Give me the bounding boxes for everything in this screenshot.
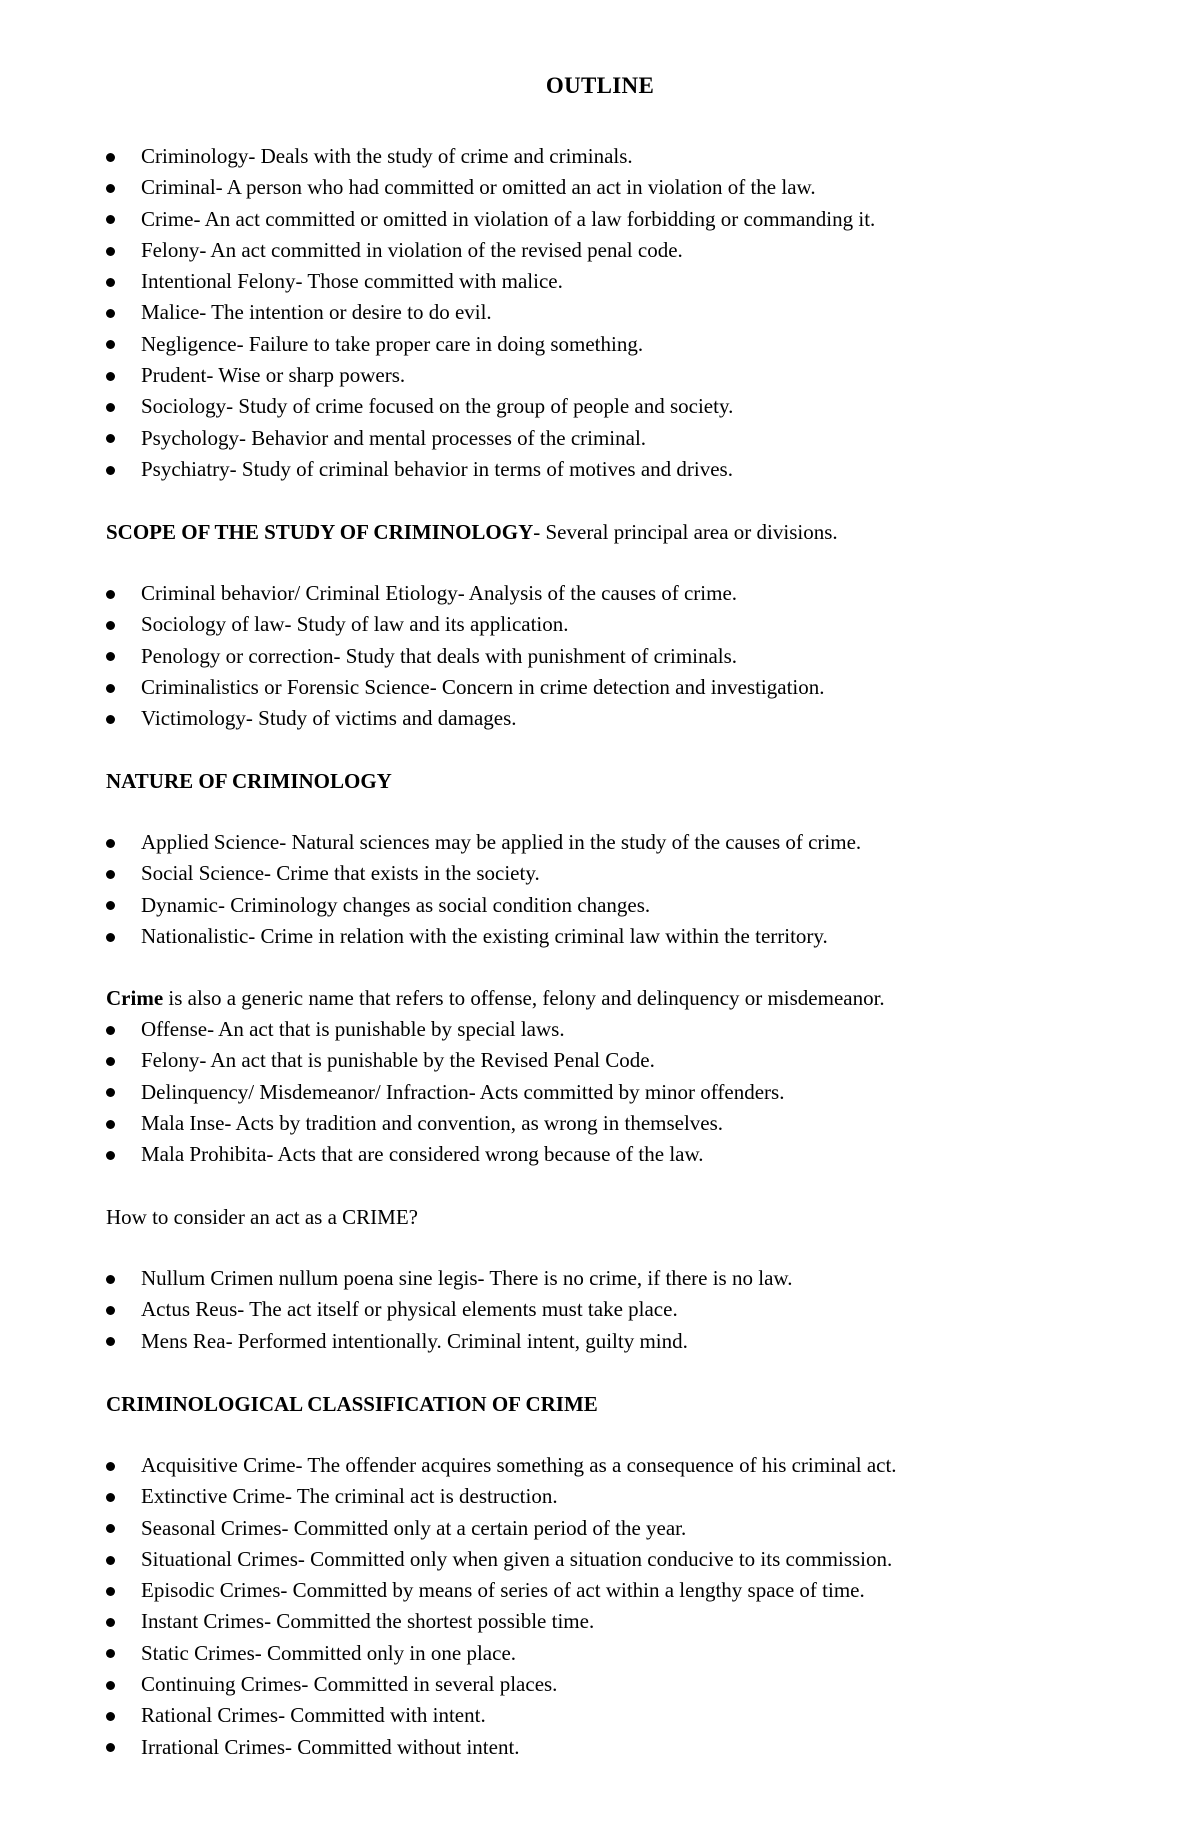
list-item-text: Psychiatry- Study of criminal behavior in terms of motives and drives. <box>141 456 733 481</box>
list-item <box>0 578 1200 609</box>
outline-list <box>0 141 1200 485</box>
list-item-text: Criminalistics or Forensic Science- Concern in crime detection and investigation. <box>141 674 825 699</box>
list-item-text: Extinctive Crime- The criminal act is destruction. <box>141 1484 558 1509</box>
list-item-text: Offense- An act that is punishable by special laws. <box>141 1017 565 1041</box>
bullet-icon <box>106 1649 115 1658</box>
bullet-icon <box>106 590 115 599</box>
bullet-icon <box>106 403 115 412</box>
list-item <box>0 235 1200 266</box>
list-item-text: Social Science- Crime that exists in the society. <box>141 861 540 886</box>
bullet-icon <box>106 1681 115 1690</box>
bullet-icon <box>106 933 115 942</box>
list-item-text: Malice- The intention or desire to do evil. <box>141 300 492 325</box>
list-item-text: Situational Crimes- Committed only when given a situation conducive to its commission. <box>141 1546 893 1571</box>
bullet-icon <box>106 1587 115 1596</box>
classification-heading: CRIMINOLOGICAL CLASSIFICATION OF CRIME <box>106 1392 598 1416</box>
bullet-icon <box>106 1524 115 1533</box>
list-item-text: Mens Rea- Performed intentionally. Criminal intent, guilty mind. <box>141 1328 688 1353</box>
bullet-icon <box>106 1026 115 1035</box>
list-item <box>0 1481 1200 1512</box>
bullet-icon <box>106 1618 115 1627</box>
list-item <box>0 641 1200 672</box>
crime-generic-line <box>106 983 885 1014</box>
list-item-text: Applied Science- Natural sciences may be applied in the study of the causes of crime. <box>141 830 862 854</box>
scope-description: - Several principal area or divisions. <box>533 520 838 544</box>
bullet-icon <box>106 1462 115 1471</box>
list-item <box>0 703 1200 734</box>
list-item-text: Criminal behavior/ Criminal Etiology- Analysis of the causes of crime. <box>141 581 738 605</box>
list-item <box>0 1450 1200 1481</box>
list-item-text: Negligence- Failure to take proper care in doing something. <box>141 331 644 356</box>
classification-list <box>0 1450 1200 1763</box>
list-item-text: Episodic Crimes- Committed by means of series of act within a lengthy space of time. <box>141 1578 865 1603</box>
classification-list-section <box>0 1450 1200 1763</box>
scope-heading: SCOPE OF THE STUDY OF CRIMINOLOGY <box>106 520 534 544</box>
bullet-icon <box>106 1151 115 1160</box>
list-item-text: Victimology- Study of victims and damages. <box>141 706 517 731</box>
list-item-text: Irrational Crimes- Committed without intent. <box>141 1734 520 1759</box>
list-item <box>0 858 1200 889</box>
scope-list-section <box>0 578 1200 734</box>
list-item <box>0 1606 1200 1637</box>
bullet-icon <box>106 340 115 349</box>
list-item <box>0 1326 1200 1357</box>
bullet-icon <box>106 215 115 224</box>
list-item-text: Felony- An act that is punishable by the Revised Penal Code. <box>141 1048 655 1073</box>
list-item <box>0 1669 1200 1700</box>
list-item-text: Delinquency/ Misdemeanor/ Infraction- Acts committed by minor offenders. <box>141 1079 785 1104</box>
bullet-icon <box>106 652 115 661</box>
bullet-icon <box>106 901 115 910</box>
bullet-icon <box>106 684 115 693</box>
list-item-text: Penology or correction- Study that deals with punishment of criminals. <box>141 643 738 668</box>
consider-list <box>0 1263 1200 1357</box>
scope-heading-line <box>106 517 838 548</box>
list-item <box>0 1575 1200 1606</box>
bullet-icon <box>106 466 115 475</box>
list-item <box>0 1014 1200 1045</box>
page-title: OUTLINE <box>545 73 655 98</box>
list-item <box>0 1139 1200 1170</box>
list-item-text: Psychology- Behavior and mental processes of the criminal. <box>141 425 647 450</box>
list-item <box>0 391 1200 422</box>
list-item-text: Felony- An act committed in violation of the revised penal code. <box>141 237 683 262</box>
list-item-text: Crime- An act committed or omitted in violation of a law forbidding or commanding it. <box>141 206 876 231</box>
list-item <box>0 454 1200 485</box>
list-item <box>0 1108 1200 1139</box>
bullet-icon <box>106 1493 115 1502</box>
bullet-icon <box>106 434 115 443</box>
list-item-text: Instant Crimes- Committed the shortest possible time. <box>141 1609 595 1634</box>
bullet-icon <box>106 839 115 848</box>
bullet-icon <box>106 1057 115 1066</box>
bullet-icon <box>106 247 115 256</box>
list-item-text: Dynamic- Criminology changes as social condition changes. <box>141 892 651 917</box>
bullet-icon <box>106 372 115 381</box>
list-item <box>0 360 1200 391</box>
consider-question: How to consider an act as a CRIME? <box>106 1205 418 1229</box>
bullet-icon <box>106 715 115 724</box>
list-item-text: Prudent- Wise or sharp powers. <box>141 363 406 388</box>
bullet-icon <box>106 1275 115 1284</box>
bullet-icon <box>106 153 115 162</box>
bullet-icon <box>106 278 115 287</box>
list-item-text: Nationalistic- Crime in relation with the existing criminal law within the territory. <box>141 923 828 948</box>
list-item <box>0 423 1200 454</box>
list-item <box>0 1700 1200 1731</box>
bullet-icon <box>106 870 115 879</box>
bullet-icon <box>106 1337 115 1346</box>
list-item <box>0 1045 1200 1076</box>
crime-bold-word: Crime <box>106 986 164 1010</box>
list-item-text: Mala Prohibita- Acts that are considered wrong because of the law. <box>141 1142 704 1167</box>
list-item-text: Acquisitive Crime- The offender acquires something as a consequence of his criminal act. <box>141 1453 897 1477</box>
consider-list-section <box>0 1263 1200 1357</box>
list-item <box>0 329 1200 360</box>
bullet-icon <box>106 1743 115 1752</box>
bullet-icon <box>106 1306 115 1315</box>
bullet-icon <box>106 309 115 318</box>
list-item <box>0 827 1200 858</box>
nature-list-section <box>0 827 1200 952</box>
list-item-text: Nullum Crimen nullum poena sine legis- There is no crime, if there is no law. <box>141 1266 793 1290</box>
list-item-text: Mala Inse- Acts by tradition and convention, as wrong in themselves. <box>141 1110 724 1135</box>
list-item-text: Sociology of law- Study of law and its application. <box>141 612 569 637</box>
crime-generic-list-section <box>0 1014 1200 1170</box>
crime-generic-text: is also a generic name that refers to offense, felony and delinquency or misdemeanor. <box>163 986 885 1010</box>
list-item-text: Criminology- Deals with the study of crime and criminals. <box>141 144 633 168</box>
nature-heading: NATURE OF CRIMINOLOGY <box>106 769 392 793</box>
scope-list <box>0 578 1200 734</box>
list-item <box>0 1077 1200 1108</box>
list-item <box>0 1544 1200 1575</box>
bullet-icon <box>106 1556 115 1565</box>
list-item <box>0 1263 1200 1294</box>
list-item-text: Seasonal Crimes- Committed only at a certain period of the year. <box>141 1515 687 1540</box>
bullet-icon <box>106 1712 115 1721</box>
nature-list <box>0 827 1200 952</box>
list-item-text: Static Crimes- Committed only in one place. <box>141 1640 517 1665</box>
list-item-text: Rational Crimes- Committed with intent. <box>141 1703 486 1728</box>
bullet-icon <box>106 1088 115 1097</box>
list-item <box>0 609 1200 640</box>
list-item <box>0 1638 1200 1669</box>
list-item-text: Actus Reus- The act itself or physical elements must take place. <box>141 1297 678 1322</box>
bullet-icon <box>106 1120 115 1129</box>
list-item <box>0 141 1200 172</box>
bullet-icon <box>106 621 115 630</box>
list-item <box>0 890 1200 921</box>
list-item <box>0 1732 1200 1763</box>
crime-generic-list <box>0 1014 1200 1170</box>
list-item <box>0 204 1200 235</box>
list-item <box>0 172 1200 203</box>
list-item <box>0 1294 1200 1325</box>
list-item-text: Continuing Crimes- Committed in several places. <box>141 1672 558 1697</box>
list-item <box>0 1513 1200 1544</box>
list-item <box>0 297 1200 328</box>
list-item <box>0 266 1200 297</box>
list-item <box>0 672 1200 703</box>
list-item-text: Sociology- Study of crime focused on the group of people and society. <box>141 394 734 419</box>
bullet-icon <box>106 184 115 193</box>
list-item-text: Criminal- A person who had committed or omitted an act in violation of the law. <box>141 175 816 200</box>
list-item-text: Intentional Felony- Those committed with malice. <box>141 269 563 294</box>
outline-list-section <box>0 141 1200 485</box>
list-item <box>0 921 1200 952</box>
